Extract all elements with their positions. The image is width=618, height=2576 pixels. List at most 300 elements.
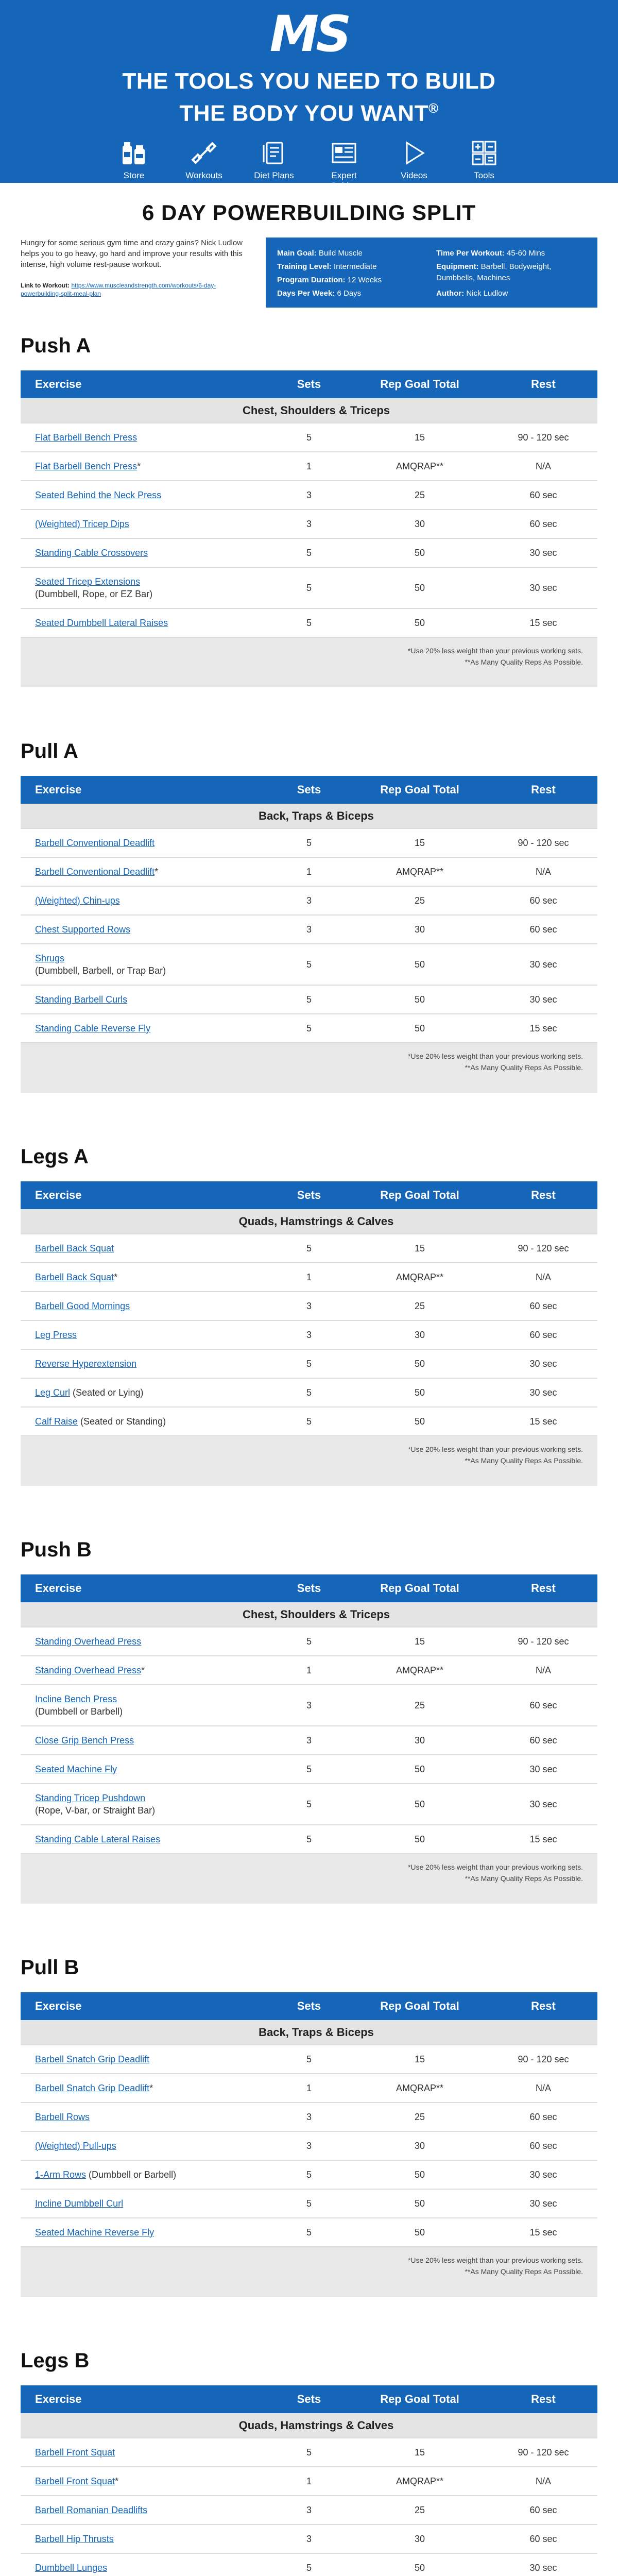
workout-title: Legs B (21, 2349, 90, 2372)
exercise-link[interactable]: Barbell Hip Thrusts (35, 2534, 114, 2544)
exercise-link[interactable]: Barbell Good Mornings (35, 1301, 130, 1311)
exercise-link[interactable]: Barbell Conventional Deadlift (35, 867, 155, 877)
col-exercise: Exercise (21, 1574, 268, 1602)
rest-cell: 30 sec (489, 2160, 597, 2189)
col-exercise: Exercise (21, 776, 268, 804)
equipment-label: Equipment: (436, 262, 479, 271)
sets-cell: 3 (268, 1726, 350, 1755)
table-header-row (21, 1992, 597, 2020)
table-row (21, 1726, 597, 1755)
rep-goal-cell: 30 (350, 915, 489, 944)
rep-goal-cell: 50 (350, 2189, 489, 2218)
footnote-amqrap: **As Many Quality Reps As Possible. (465, 2267, 583, 2276)
rep-goal-cell: 15 (350, 423, 489, 452)
rep-goal-cell: 25 (350, 886, 489, 915)
rep-goal-cell: AMQRAP** (350, 1263, 489, 1292)
col-exercise: Exercise (21, 2385, 268, 2413)
rest-cell: N/A (489, 1656, 597, 1685)
exercise-suffix: (Seated or Standing) (78, 1416, 166, 1427)
sets-cell: 5 (268, 1627, 350, 1656)
sets-cell: 5 (268, 2438, 350, 2467)
sets-cell: 3 (268, 510, 350, 538)
exercise-cell (21, 944, 268, 985)
dumbbell-icon (190, 139, 218, 167)
rep-goal-cell: 50 (350, 2160, 489, 2189)
exercise-cell (21, 1685, 268, 1726)
workout-table (21, 776, 597, 1043)
exercise-variation: (Dumbbell, Rope, or EZ Bar) (35, 589, 153, 599)
rep-goal-cell: 25 (350, 2103, 489, 2131)
exercise-link[interactable]: (Weighted) Chin-ups (35, 895, 120, 906)
exercise-link[interactable]: (Weighted) Pull-ups (35, 2141, 116, 2151)
workout-link-row (21, 281, 252, 298)
col-sets: Sets (268, 370, 350, 398)
exercise-link[interactable]: Standing Cable Crossovers (35, 548, 148, 558)
days-per-week-label: Days Per Week: (277, 289, 335, 298)
sets-cell: 5 (268, 423, 350, 452)
exercise-cell (21, 2131, 268, 2160)
rep-goal-cell: 50 (350, 1014, 489, 1043)
footnote-weight: *Use 20% less weight than your previous working sets. (407, 1052, 583, 1060)
rest-cell: N/A (489, 2074, 597, 2103)
supplement-bottles-icon (119, 139, 148, 167)
workout-section (0, 1538, 618, 1904)
muscle-group-label: Quads, Hamstrings & Calves (21, 2413, 597, 2438)
exercise-cell (21, 1825, 268, 1854)
workout-title: Pull A (21, 740, 78, 762)
exercise-link[interactable]: Barbell Snatch Grip Deadlift (35, 2083, 150, 2093)
muscle-group-row (21, 1209, 597, 1234)
exercise-cell (21, 2553, 268, 2576)
table-row (21, 608, 597, 637)
exercise-link[interactable]: (Weighted) Tricep Dips (35, 519, 129, 529)
rest-cell: 90 - 120 sec (489, 828, 597, 857)
intro-text-block (21, 238, 252, 330)
rep-goal-cell: 25 (350, 1685, 489, 1726)
exercise-suffix: * (115, 2476, 119, 2486)
table-row (21, 1378, 597, 1407)
rest-cell: 90 - 120 sec (489, 1627, 597, 1656)
sets-cell: 1 (268, 2467, 350, 2496)
sets-cell: 5 (268, 2045, 350, 2074)
headline-line-1: THE TOOLS YOU NEED TO BUILD (122, 69, 496, 94)
workout-table (21, 2385, 597, 2576)
exercise-cell (21, 1378, 268, 1407)
sets-cell: 1 (268, 452, 350, 481)
exercise-link[interactable]: Incline Dumbbell Curl (35, 2198, 124, 2209)
col-exercise: Exercise (21, 1992, 268, 2020)
sets-cell: 5 (268, 2189, 350, 2218)
workout-link-label: Link to Workout: (21, 282, 70, 289)
rep-goal-cell: 50 (350, 2218, 489, 2247)
table-row (21, 2553, 597, 2576)
time-label: Time Per Workout: (436, 249, 505, 258)
sets-cell: 5 (268, 1407, 350, 1436)
exercise-link[interactable]: Standing Cable Lateral Raises (35, 1834, 161, 1844)
sets-cell: 3 (268, 1685, 350, 1726)
exercise-link[interactable]: Reverse Hyperextension (35, 1359, 137, 1369)
main-goal-label: Main Goal: (277, 249, 317, 258)
sets-cell: 5 (268, 1825, 350, 1854)
exercise-cell (21, 423, 268, 452)
muscle-group-label: Chest, Shoulders & Triceps (21, 398, 597, 423)
exercise-link[interactable]: Seated Machine Fly (35, 1764, 117, 1774)
section-spacer (0, 1093, 618, 1145)
workout-section (0, 1145, 618, 1486)
exercise-link[interactable]: Flat Barbell Bench Press (35, 432, 138, 443)
rep-goal-cell: 15 (350, 2438, 489, 2467)
headline-line-2 (0, 95, 618, 127)
main-goal (277, 248, 427, 259)
exercise-link[interactable]: Leg Press (35, 1330, 77, 1340)
workout-link[interactable]: https://www.muscleandstrength.com/workouts/6-day-powerbuilding-split-meal-plan (21, 282, 216, 297)
col-rest: Rest (489, 776, 597, 804)
col-sets: Sets (268, 1181, 350, 1209)
rep-goal-cell: 50 (350, 1755, 489, 1784)
author (436, 288, 586, 299)
exercise-suffix: * (137, 461, 141, 471)
nav-label-tools: Tools (474, 170, 494, 180)
col-rep-goal: Rep Goal Total (350, 1574, 489, 1602)
table-row (21, 857, 597, 886)
nav-item-workouts[interactable] (181, 139, 227, 191)
col-rest: Rest (489, 2385, 597, 2413)
rep-goal-cell: 50 (350, 985, 489, 1014)
table-row (21, 1263, 597, 1292)
table-row (21, 2218, 597, 2247)
rep-goal-cell: 25 (350, 1292, 489, 1320)
col-rest: Rest (489, 1992, 597, 2020)
rep-goal-cell: 30 (350, 1726, 489, 1755)
footnote-amqrap: **As Many Quality Reps As Possible. (465, 1874, 583, 1883)
table-row (21, 1320, 597, 1349)
exercise-link[interactable]: Barbell Rows (35, 2112, 90, 2122)
workout-section (0, 334, 618, 687)
time-value: 45-60 Mins (506, 249, 545, 258)
table-row (21, 2467, 597, 2496)
nav-label-store: Store (123, 170, 145, 180)
rest-cell: 90 - 120 sec (489, 423, 597, 452)
muscle-group-label: Back, Traps & Biceps (21, 2020, 597, 2045)
table-row (21, 481, 597, 510)
exercise-cell (21, 1656, 268, 1685)
col-sets: Sets (268, 1574, 350, 1602)
days-per-week-value: 6 Days (337, 289, 362, 298)
rep-goal-cell: 50 (350, 608, 489, 637)
equipment (436, 261, 586, 286)
exercise-link[interactable]: Barbell Back Squat (35, 1272, 114, 1282)
rest-cell: 90 - 120 sec (489, 2438, 597, 2467)
rest-cell: N/A (489, 1263, 597, 1292)
table-row (21, 510, 597, 538)
rep-goal-cell: 50 (350, 1378, 489, 1407)
workout-table (21, 1992, 597, 2247)
exercise-cell (21, 1234, 268, 1263)
nav-item-store[interactable] (111, 139, 157, 191)
nav-item-videos[interactable] (391, 139, 437, 191)
sets-cell: 5 (268, 608, 350, 637)
rest-cell: 30 sec (489, 538, 597, 567)
rep-goal-cell: 50 (350, 567, 489, 608)
time-per-workout (436, 248, 586, 259)
table-header-row (21, 776, 597, 804)
section-spacer (0, 330, 618, 334)
sets-cell: 5 (268, 985, 350, 1014)
rep-goal-cell: 30 (350, 1320, 489, 1349)
table-row (21, 538, 597, 567)
program-duration-value: 12 Weeks (347, 276, 382, 284)
rest-cell: 30 sec (489, 985, 597, 1014)
rest-cell: 30 sec (489, 2553, 597, 2576)
program-duration (277, 275, 427, 286)
exercise-suffix: * (114, 1272, 118, 1282)
rest-cell: 15 sec (489, 608, 597, 637)
nav-item-tools[interactable] (461, 139, 507, 191)
section-spacer (0, 1904, 618, 1956)
table-row (21, 2074, 597, 2103)
rest-cell: 30 sec (489, 1378, 597, 1407)
table-row (21, 1627, 597, 1656)
sets-cell: 1 (268, 1656, 350, 1685)
sets-cell: 3 (268, 2131, 350, 2160)
equipment-value: Barbell, Bodyweight, Dumbbells, Machines (436, 262, 552, 282)
training-level-value: Intermediate (334, 262, 377, 271)
col-rep-goal: Rep Goal Total (350, 1181, 489, 1209)
exercise-cell (21, 452, 268, 481)
table-row (21, 2524, 597, 2553)
muscle-group-row (21, 2020, 597, 2045)
exercise-link[interactable]: Seated Tricep Extensions (35, 577, 141, 587)
col-rest: Rest (489, 370, 597, 398)
exercise-link[interactable]: Chest Supported Rows (35, 924, 131, 935)
rep-goal-cell: 50 (350, 1784, 489, 1825)
workout-title: Push B (21, 1538, 92, 1561)
exercise-link[interactable]: Flat Barbell Bench Press (35, 461, 138, 471)
sets-cell: 5 (268, 1014, 350, 1043)
exercise-link[interactable]: Barbell Back Squat (35, 1243, 114, 1253)
exercise-cell (21, 2074, 268, 2103)
exercise-link[interactable]: Standing Cable Reverse Fly (35, 1023, 151, 1033)
col-rep-goal: Rep Goal Total (350, 370, 489, 398)
exercise-cell (21, 2189, 268, 2218)
exercise-link[interactable]: Barbell Front Squat (35, 2476, 115, 2486)
exercise-link[interactable]: Standing Overhead Press (35, 1665, 142, 1675)
footnote-amqrap: **As Many Quality Reps As Possible. (465, 1063, 583, 1072)
table-row (21, 2496, 597, 2524)
col-sets: Sets (268, 2385, 350, 2413)
exercise-cell (21, 2467, 268, 2496)
exercise-link[interactable]: Dumbbell Lunges (35, 2563, 108, 2573)
rep-goal-cell: AMQRAP** (350, 857, 489, 886)
muscle-group-label: Back, Traps & Biceps (21, 804, 597, 828)
workout-title: Pull B (21, 1956, 79, 1979)
rest-cell: 60 sec (489, 1292, 597, 1320)
rest-cell: 15 sec (489, 2218, 597, 2247)
table-row (21, 567, 597, 608)
rest-cell: N/A (489, 857, 597, 886)
program-duration-label: Program Duration: (277, 276, 346, 284)
exercise-cell (21, 1263, 268, 1292)
exercise-suffix: (Seated or Lying) (70, 1387, 144, 1398)
rest-cell: 60 sec (489, 2496, 597, 2524)
col-rest: Rest (489, 1181, 597, 1209)
workout-title: Legs A (21, 1145, 89, 1168)
exercise-suffix: * (141, 1665, 145, 1675)
exercise-link[interactable]: Standing Tricep Pushdown (35, 1793, 146, 1803)
workout-table (21, 1181, 597, 1436)
table-header-row (21, 1181, 597, 1209)
sets-cell: 5 (268, 1234, 350, 1263)
rep-goal-cell: 50 (350, 1407, 489, 1436)
rep-goal-cell: 50 (350, 2553, 489, 2576)
workout-section (0, 1956, 618, 2297)
section-spacer (0, 687, 618, 740)
table-header-row (21, 2385, 597, 2413)
headline-line-2-text: THE BODY YOU WANT (179, 100, 428, 126)
rest-cell: 60 sec (489, 886, 597, 915)
exercise-link[interactable]: Barbell Front Squat (35, 2447, 115, 2458)
sets-cell: 5 (268, 1784, 350, 1825)
exercise-link[interactable]: Shrugs (35, 953, 65, 963)
table-row (21, 1292, 597, 1320)
rest-cell: 30 sec (489, 1349, 597, 1378)
muscle-group-label: Quads, Hamstrings & Calves (21, 1209, 597, 1234)
exercise-link[interactable]: 1-Arm Rows (35, 2170, 87, 2180)
sets-cell: 3 (268, 886, 350, 915)
brand-logo[interactable]: MS (269, 5, 349, 63)
table-row (21, 886, 597, 915)
table-row (21, 828, 597, 857)
sets-cell: 1 (268, 1263, 350, 1292)
exercise-cell (21, 985, 268, 1014)
workout-summary-box (266, 238, 597, 308)
exercise-cell (21, 1349, 268, 1378)
rest-cell: 30 sec (489, 1755, 597, 1784)
exercise-link[interactable]: Standing Barbell Curls (35, 994, 128, 1005)
exercise-link[interactable]: Seated Dumbbell Lateral Raises (35, 618, 168, 628)
footnotes (21, 1043, 597, 1093)
exercise-link[interactable]: Barbell Snatch Grip Deadlift (35, 2054, 150, 2064)
guide-icon (330, 139, 358, 167)
rep-goal-cell: 15 (350, 2045, 489, 2074)
table-row (21, 1349, 597, 1378)
nav-label-videos: Videos (401, 170, 427, 180)
nav-item-diet-plans[interactable] (251, 139, 297, 191)
rest-cell: 60 sec (489, 1320, 597, 1349)
exercise-cell (21, 538, 268, 567)
sets-cell: 5 (268, 2160, 350, 2189)
exercise-link[interactable]: Calf Raise (35, 1416, 78, 1427)
exercise-cell (21, 567, 268, 608)
rest-cell: 90 - 120 sec (489, 2045, 597, 2074)
table-row (21, 1755, 597, 1784)
exercise-cell (21, 1784, 268, 1825)
rep-goal-cell: AMQRAP** (350, 1656, 489, 1685)
muscle-group-row (21, 2413, 597, 2438)
col-rep-goal: Rep Goal Total (350, 2385, 489, 2413)
rest-cell: 60 sec (489, 1726, 597, 1755)
exercise-cell (21, 481, 268, 510)
rep-goal-cell: 15 (350, 1234, 489, 1263)
exercise-link[interactable]: Seated Behind the Neck Press (35, 490, 162, 500)
rep-goal-cell: AMQRAP** (350, 2074, 489, 2103)
rest-cell: N/A (489, 452, 597, 481)
table-row (21, 944, 597, 985)
rest-cell: 60 sec (489, 2131, 597, 2160)
rep-goal-cell: AMQRAP** (350, 2467, 489, 2496)
sets-cell: 5 (268, 538, 350, 567)
col-rep-goal: Rep Goal Total (350, 1992, 489, 2020)
table-row (21, 2131, 597, 2160)
exercise-link[interactable]: Close Grip Bench Press (35, 1735, 134, 1745)
exercise-link[interactable]: Incline Bench Press (35, 1694, 117, 1704)
exercise-link[interactable]: Standing Overhead Press (35, 1636, 142, 1647)
table-row (21, 423, 597, 452)
exercise-link[interactable]: Barbell Romanian Deadlifts (35, 2505, 148, 2515)
footnote-weight: *Use 20% less weight than your previous working sets. (407, 2256, 583, 2264)
sets-cell: 5 (268, 2218, 350, 2247)
table-row (21, 915, 597, 944)
exercise-cell (21, 1627, 268, 1656)
footnotes (21, 2247, 597, 2297)
exercise-link[interactable]: Leg Curl (35, 1387, 71, 1398)
exercise-suffix: * (154, 867, 159, 877)
nav-item-expert-guides[interactable] (321, 139, 367, 191)
exercise-cell (21, 2045, 268, 2074)
sets-cell: 1 (268, 857, 350, 886)
muscle-group-label: Chest, Shoulders & Triceps (21, 1602, 597, 1627)
workout-title: Push A (21, 334, 91, 357)
rep-goal-cell: 25 (350, 2496, 489, 2524)
rep-goal-cell: 30 (350, 510, 489, 538)
exercise-cell (21, 1014, 268, 1043)
col-sets: Sets (268, 1992, 350, 2020)
table-row (21, 1685, 597, 1726)
training-level (277, 261, 427, 273)
sets-cell: 3 (268, 2496, 350, 2524)
exercise-variation: (Dumbbell or Barbell) (35, 1706, 123, 1717)
author-label: Author: (436, 289, 465, 298)
exercise-cell (21, 2103, 268, 2131)
footnotes (21, 1854, 597, 1904)
table-row (21, 1014, 597, 1043)
sets-cell: 3 (268, 915, 350, 944)
rest-cell: 15 sec (489, 1014, 597, 1043)
exercise-variation: (Dumbbell, Barbell, or Trap Bar) (35, 965, 166, 976)
nav-label-diet-plans: Diet Plans (254, 170, 294, 180)
workout-section (0, 2349, 618, 2576)
exercise-cell (21, 915, 268, 944)
exercise-cell (21, 886, 268, 915)
rest-cell: 60 sec (489, 481, 597, 510)
col-rest: Rest (489, 1574, 597, 1602)
section-spacer (0, 1486, 618, 1538)
page-title: 6 DAY POWERBUILDING SPLIT (142, 200, 476, 225)
exercise-cell (21, 857, 268, 886)
col-rep-goal: Rep Goal Total (350, 776, 489, 804)
exercise-link[interactable]: Seated Machine Reverse Fly (35, 2227, 154, 2238)
exercise-cell (21, 1726, 268, 1755)
table-header-row (21, 1574, 597, 1602)
rest-cell: 60 sec (489, 2103, 597, 2131)
headline (0, 68, 618, 127)
exercise-cell (21, 2218, 268, 2247)
exercise-suffix: * (149, 2083, 153, 2093)
rest-cell: 30 sec (489, 1784, 597, 1825)
exercise-link[interactable]: Barbell Conventional Deadlift (35, 838, 155, 848)
rep-goal-cell: 50 (350, 944, 489, 985)
exercise-cell (21, 1292, 268, 1320)
